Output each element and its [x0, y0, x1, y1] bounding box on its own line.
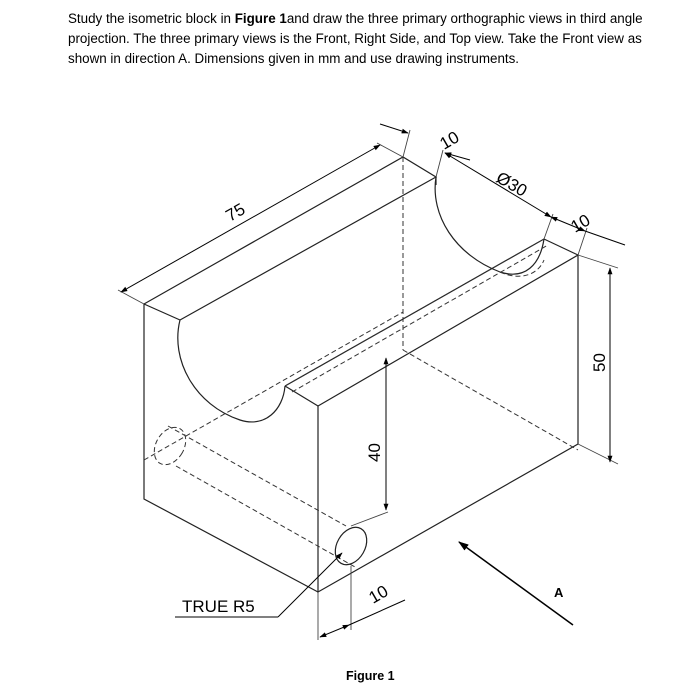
dim-height: 50: [590, 353, 609, 372]
question-part1: Study the isometric block in: [68, 11, 235, 26]
dim-top-right-width: 10: [567, 210, 594, 237]
dim-length: 75: [222, 199, 249, 226]
view-direction-label: A: [554, 585, 564, 600]
front-hole: [329, 522, 373, 571]
figure-reference: Figure 1: [234, 11, 287, 26]
dim-hole-height: 40: [365, 443, 384, 462]
dim-true-r5: TRUE R5: [182, 597, 255, 616]
view-direction-arrow: [459, 542, 573, 625]
dim-slot-diameter: Ø30: [493, 168, 531, 201]
question-part2: and draw the three primary orthographic views in third angle projection. The three primary views is the Front, Right Side, and Top view. Take the Front view as shown in direction A. Dimensions given in mm and use drawing instruments.: [68, 11, 643, 66]
figure-caption: Figure 1: [346, 669, 395, 683]
block-outline: [144, 157, 578, 592]
dim-top-left-width: 10: [436, 127, 463, 154]
dim-hole-offset: 10: [365, 581, 392, 608]
